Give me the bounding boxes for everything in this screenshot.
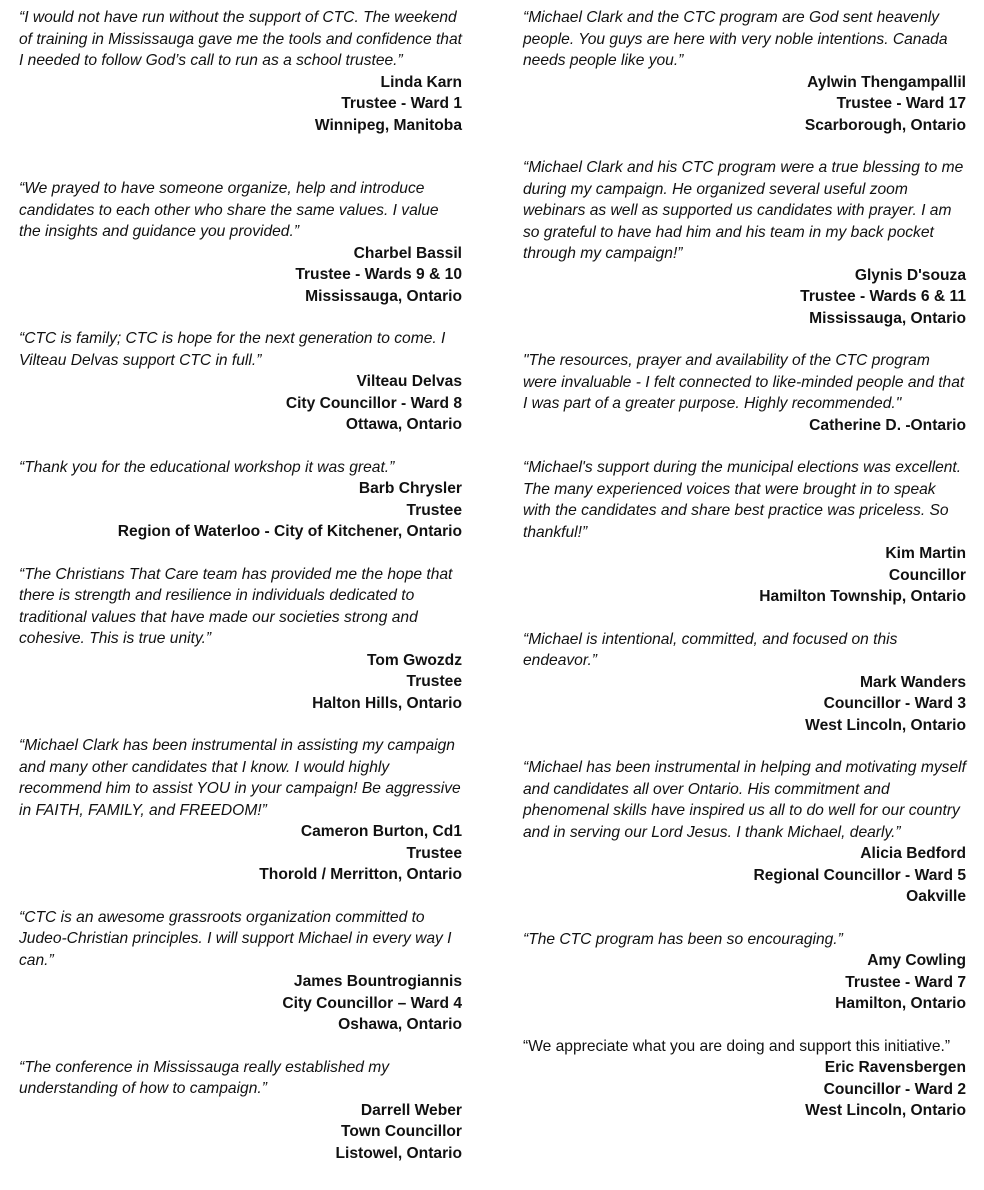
testimonial-location: Mississauga, Ontario	[809, 309, 966, 327]
testimonial-name: Mark Wanders	[859, 673, 966, 691]
testimonial-quote: “We prayed to have someone organize, help and introduce candidates to each other who share the same values. I value the insights and guidance you provided.”	[19, 180, 439, 240]
testimonial	[523, 929, 966, 1015]
testimonial-location: Region of Waterloo - City of Kitchener, Ontario	[117, 523, 462, 540]
testimonial-quote: “CTC is an awesome grassroots organization committed to Judeo-Christian principles. I will support Michael in every way I can.”	[19, 908, 452, 969]
testimonial-name: Cameron Burton, Cd1	[300, 823, 462, 840]
testimonial-role: Trustee - Ward 17	[836, 95, 966, 112]
testimonial	[19, 178, 462, 307]
testimonial	[19, 457, 462, 543]
testimonial-role: Town Councillor	[341, 1123, 462, 1140]
testimonial-attribution	[523, 415, 966, 437]
testimonial-name: Kim Martin	[885, 545, 966, 562]
testimonial-attribution	[19, 821, 462, 886]
testimonial-attribution	[523, 543, 966, 608]
testimonial-quote: “We appreciate what you are doing and support this initiative.”	[523, 1037, 951, 1055]
testimonial-quote: “Thank you for the educational workshop it was great.”	[19, 458, 395, 476]
testimonial-role: Regional Councillor - Ward 5	[753, 866, 966, 884]
testimonial-role: Trustee - Ward 7	[845, 973, 966, 991]
testimonial-name: Charbel Bassil	[353, 244, 462, 262]
testimonial	[523, 1036, 966, 1122]
testimonial-attribution	[523, 265, 966, 330]
testimonial-role: Trustee	[406, 673, 462, 690]
testimonial-name: Eric Ravensbergen	[824, 1059, 966, 1076]
testimonial-name: James Bountrogiannis	[293, 973, 462, 990]
testimonial-location: Halton Hills, Ontario	[312, 694, 462, 712]
testimonial-quote: “CTC is family; CTC is hope for the next generation to come. I Vilteau Delvas support CTC in full.”	[19, 330, 446, 369]
testimonial-quote: “Michael Clark has been instrumental in assisting my campaign and many other candidates that I know. I would highly recommend him to assist YOU in your campaign! Be aggressive in FAITH, FAMILY, and FREEDOM!”	[19, 737, 461, 819]
left-column	[19, 7, 462, 1164]
testimonial	[523, 757, 966, 908]
testimonial-location: Thorold / Merritton, Ontario	[259, 866, 462, 883]
testimonial	[19, 1057, 462, 1165]
testimonial	[19, 564, 462, 715]
testimonial	[523, 457, 966, 608]
testimonial-quote: "The resources, prayer and availability of the CTC program were invaluable - I felt connected to like-minded people and that I was part of a greater purpose. Highly recommended."	[523, 352, 965, 412]
testimonial-quote: “The Christians That Care team has provided me the hope that there is strength and resilience in individuals dedicated to traditional values that have made our societies strong and cohesive. This is true unity.”	[19, 565, 453, 647]
testimonial	[523, 350, 966, 436]
testimonial-name: Darrell Weber	[360, 1101, 462, 1119]
testimonial-attribution	[523, 950, 966, 1015]
testimonial-name: Glynis D'souza	[854, 266, 966, 284]
testimonial	[19, 907, 462, 1036]
testimonial-attribution	[523, 1057, 966, 1122]
testimonial-role: Trustee	[406, 501, 462, 519]
testimonial-location: Oshawa, Ontario	[338, 1016, 462, 1033]
testimonial-quote: “Michael Clark and his CTC program were a true blessing to me during my campaign. He organized several useful zoom webinars as well as supported us candidates with prayer. I am so grateful to have had him and his team in my back pocket through my campaign!”	[523, 159, 964, 262]
testimonial	[523, 157, 966, 329]
testimonial-attribution	[19, 1100, 462, 1165]
testimonial-role: City Councillor - Ward 8	[285, 394, 462, 412]
testimonial	[523, 7, 966, 136]
testimonial-location: Oakville	[906, 888, 966, 905]
testimonial	[19, 328, 462, 436]
testimonial-quote: “The CTC program has been so encouraging.”	[523, 930, 843, 948]
testimonial-attribution	[19, 971, 462, 1036]
testimonial	[523, 629, 966, 737]
testimonial-attribution	[19, 243, 462, 308]
testimonial-role: Trustee - Ward 1	[341, 95, 462, 112]
testimonial-attribution	[19, 478, 462, 543]
testimonial-name: Aylwin Thengampallil	[807, 73, 966, 91]
testimonial-location: Scarborough, Ontario	[804, 116, 966, 134]
testimonial-role: Councillor - Ward 2	[823, 1080, 966, 1098]
testimonial-attribution	[523, 843, 966, 908]
testimonial-location: West Lincoln, Ontario	[805, 716, 966, 734]
testimonial-location: Mississauga, Ontario	[305, 287, 462, 305]
testimonial-quote: “Michael is intentional, committed, and focused on this endeavor.”	[523, 630, 898, 669]
testimonial	[19, 7, 462, 136]
testimonial-quote: “Michael has been instrumental in helping and motivating myself and candidates all over Ontario. His commitment and phenomenal skills have inspired us all to do well for our country and in serving our Lord Jesus. I thank Michael, dearly.”	[523, 759, 966, 841]
testimonial-quote: “Michael Clark and the CTC program are God sent heavenly people. You guys are here with very noble intentions. Canada needs people like you.”	[523, 9, 948, 69]
testimonial-role: Trustee	[406, 844, 462, 862]
testimonial-role: Councillor	[888, 566, 966, 584]
testimonial-attribution	[523, 72, 966, 137]
testimonial-name: Amy Cowling	[867, 952, 966, 969]
testimonial-quote: “Michael's support during the municipal elections was excellent. The many experienced voices that were brought in to speak with the candidates and share best practice was priceless. So thankful!”	[523, 459, 962, 541]
testimonial-attribution	[19, 650, 462, 715]
testimonial-name: Catherine D. -Ontario	[809, 416, 966, 434]
testimonial-name: Alicia Bedford	[860, 845, 966, 862]
testimonial-role: Councillor - Ward 3	[823, 695, 966, 712]
right-column	[523, 7, 966, 1122]
testimonial-name: Vilteau Delvas	[356, 373, 462, 390]
testimonial-attribution	[19, 72, 462, 137]
testimonial-location: Hamilton Township, Ontario	[759, 588, 966, 605]
testimonial-quote: “The conference in Mississauga really established my understanding of how to campaign.”	[19, 1058, 390, 1097]
testimonial-location: West Lincoln, Ontario	[805, 1102, 966, 1119]
testimonial-quote: “I would not have run without the support of CTC. The weekend of training in Mississauga gave me the tools and confidence that I needed to follow God’s call to run as a school trustee.”	[19, 9, 462, 69]
testimonial-role: Trustee - Wards 6 & 11	[800, 288, 966, 305]
testimonial-role: Trustee - Wards 9 & 10	[295, 266, 462, 283]
testimonial-location: Ottawa, Ontario	[345, 416, 462, 433]
testimonial-location: Listowel, Ontario	[335, 1144, 462, 1162]
testimonial	[19, 735, 462, 886]
testimonial-role: City Councillor – Ward 4	[282, 994, 462, 1012]
testimonial-attribution	[523, 672, 966, 737]
testimonial-name: Linda Karn	[380, 73, 462, 91]
testimonial-name: Tom Gwozdz	[367, 651, 462, 669]
testimonial-location: Hamilton, Ontario	[835, 995, 966, 1012]
testimonial-name: Barb Chrysler	[358, 480, 462, 497]
testimonial-location: Winnipeg, Manitoba	[314, 116, 462, 134]
testimonial-attribution	[19, 371, 462, 436]
